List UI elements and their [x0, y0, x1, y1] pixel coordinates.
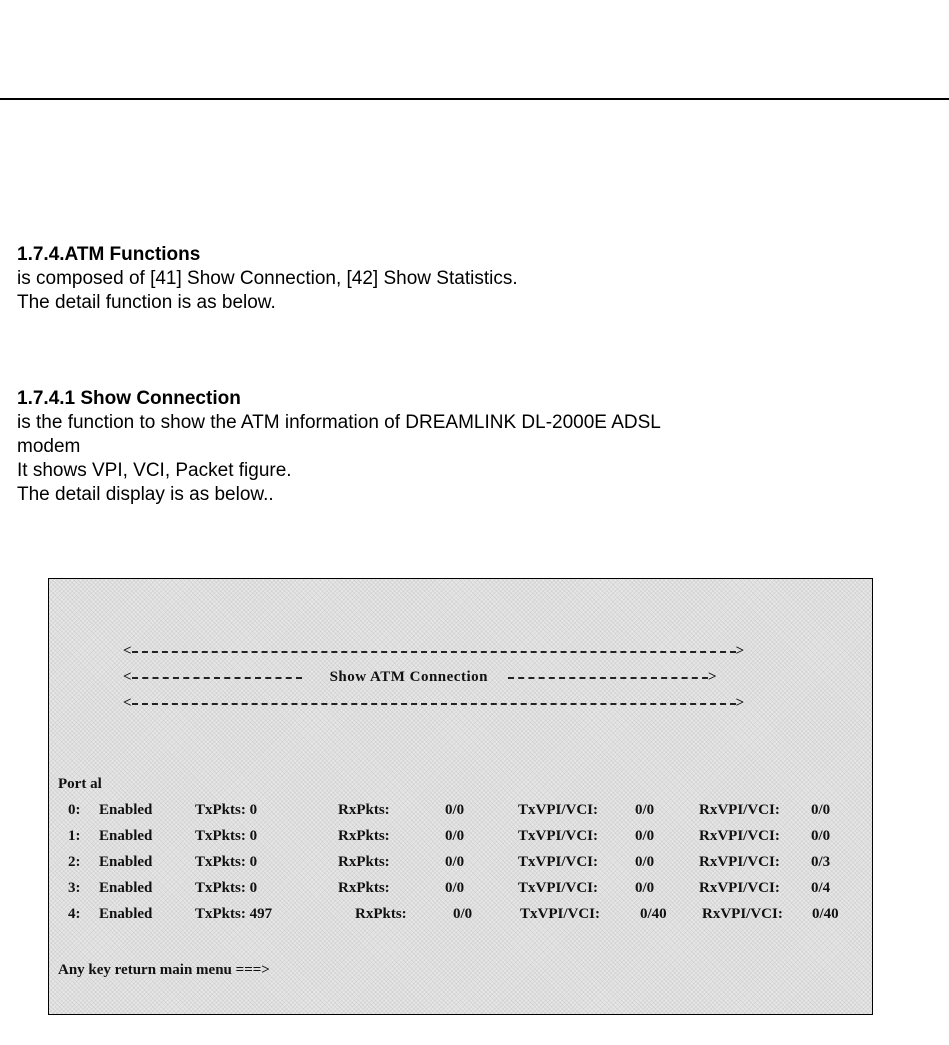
arrow-left-icon: < [123, 669, 132, 686]
rx-label: RxPkts: [338, 828, 390, 844]
port-id: 2: [68, 854, 81, 870]
tx-packets: TxPkts: 0 [195, 880, 258, 896]
tx-packets: TxPkts: 0 [195, 854, 258, 870]
dashed-line [132, 651, 736, 653]
tx-vpi-label: TxVPI/VCI: [518, 854, 599, 870]
rx-vpi-vci: 0/4 [811, 880, 831, 896]
arrow-right-icon: > [707, 669, 717, 686]
rx-vpi-vci: 0/3 [811, 854, 831, 870]
rx-packets: 0/0 [445, 802, 465, 818]
tx-vpi-vci: 0/0 [635, 880, 655, 896]
port-id: 1: [68, 828, 81, 844]
rx-vpi-label: RxVPI/VCI: [699, 802, 780, 818]
tx-vpi-label: TxVPI/VCI: [520, 906, 601, 922]
section-atm-functions [17, 243, 917, 315]
section-show-connection [17, 387, 917, 507]
subsection-line: It shows VPI, VCI, Packet figure. [17, 460, 292, 481]
dashed-arrow-top [123, 643, 744, 660]
port-label: Port al [58, 776, 102, 792]
dashed-line [132, 677, 302, 679]
tx-vpi-vci: 0/0 [635, 802, 655, 818]
port-status: Enabled [99, 854, 153, 870]
tx-vpi-label: TxVPI/VCI: [518, 880, 599, 896]
subsection-line: The detail display is as below.. [17, 484, 274, 505]
subsection-line: is the function to show the ATM information of DREAMLINK DL-2000E ADSL [17, 412, 661, 433]
tx-vpi-label: TxVPI/VCI: [518, 828, 599, 844]
terminal-title: Show ATM Connection [329, 669, 488, 686]
dashed-arrow-title [123, 669, 717, 686]
tx-packets: TxPkts: 0 [195, 828, 258, 844]
rx-vpi-vci: 0/40 [812, 906, 839, 922]
rx-label: RxPkts: [338, 802, 390, 818]
subsection-heading: 1.7.4.1 Show Connection [17, 388, 241, 409]
port-status: Enabled [99, 802, 153, 818]
rx-packets: 0/0 [445, 854, 465, 870]
rx-vpi-vci: 0/0 [811, 828, 831, 844]
rx-label: RxPkts: [338, 880, 390, 896]
port-status: Enabled [99, 828, 153, 844]
rx-vpi-label: RxVPI/VCI: [699, 828, 780, 844]
section-heading: 1.7.4.ATM Functions [17, 244, 201, 265]
port-status: Enabled [99, 880, 153, 896]
rx-vpi-vci: 0/0 [811, 802, 831, 818]
rx-packets: 0/0 [445, 828, 465, 844]
arrow-left-icon: < [123, 643, 132, 660]
tx-packets: TxPkts: 0 [195, 802, 258, 818]
section-line: The detail function is as below. [17, 292, 276, 313]
dashed-line [508, 677, 708, 679]
terminal-screenshot [48, 578, 873, 1015]
rx-packets: 0/0 [453, 906, 473, 922]
dashed-arrow-bottom [123, 695, 744, 712]
rx-vpi-label: RxVPI/VCI: [699, 854, 780, 870]
arrow-right-icon: > [735, 695, 745, 712]
arrow-right-icon: > [735, 643, 745, 660]
subsection-line: modem [17, 436, 81, 457]
tx-vpi-vci: 0/40 [640, 906, 667, 922]
port-id: 3: [68, 880, 81, 896]
dashed-line [132, 703, 736, 705]
rx-vpi-label: RxVPI/VCI: [702, 906, 783, 922]
tx-vpi-label: TxVPI/VCI: [518, 802, 599, 818]
section-line: is composed of [41] Show Connection, [42] Show Statistics. [17, 268, 518, 289]
header-rule [0, 98, 949, 100]
port-status: Enabled [99, 906, 153, 922]
port-id: 0: [68, 802, 81, 818]
tx-packets: TxPkts: 497 [195, 906, 273, 922]
port-id: 4: [68, 906, 81, 922]
tx-vpi-vci: 0/0 [635, 854, 655, 870]
arrow-left-icon: < [123, 695, 132, 712]
return-prompt: Any key return main menu ===> [58, 962, 270, 978]
tx-vpi-vci: 0/0 [635, 828, 655, 844]
rx-packets: 0/0 [445, 880, 465, 896]
rx-label: RxPkts: [338, 854, 390, 870]
rx-vpi-label: RxVPI/VCI: [699, 880, 780, 896]
rx-label: RxPkts: [355, 906, 407, 922]
